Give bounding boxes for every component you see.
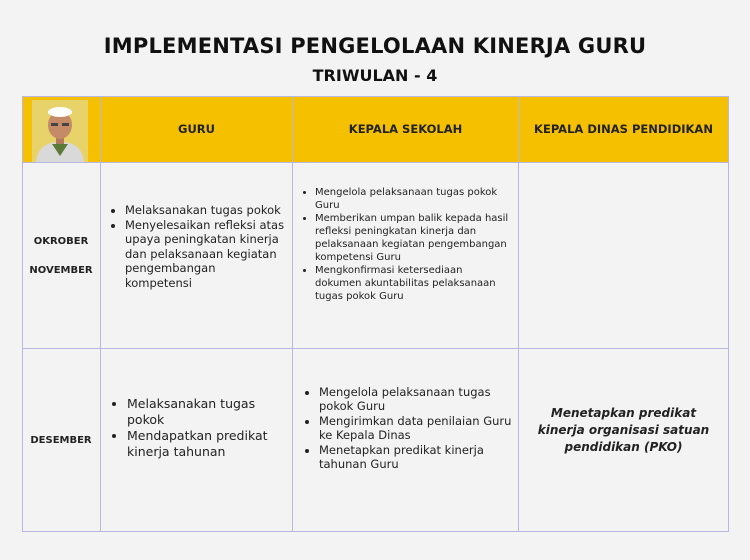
- row2-kadis-cell: Menetapkan predikat kinerja organisasi satuan pendidikan (PKO): [519, 349, 729, 532]
- row-label-des: [22, 349, 101, 532]
- list-item: • Menyelesaikan refleksi atas upaya peningkatan kinerja dan pelaksanaan kegiatan pengembangan kompetensi: [125, 218, 286, 291]
- row2-guru-cell: [101, 349, 293, 532]
- row1-kadis-cell: [519, 163, 729, 349]
- header-guru: GURU: [101, 96, 293, 163]
- row-label-okt-nov: [22, 163, 101, 349]
- row1-guru-cell: [101, 163, 293, 349]
- list-item: • Menetapkan predikat kinerja tahunan Guru: [319, 443, 514, 472]
- list-item: • Mengelola pelaksanaan tugas pokok Guru: [315, 186, 512, 212]
- header-kepala-sekolah: KEPALA SEKOLAH: [293, 96, 519, 163]
- month-label: NOVEMBER: [29, 264, 93, 276]
- task-list: [299, 186, 512, 303]
- list-item: • Mengirimkan data penilaian Guru ke Kepala Dinas: [319, 414, 514, 443]
- schedule-table: [22, 96, 729, 532]
- page-title: IMPLEMENTASI PENGELOLAAN KINERJA GURU: [103, 34, 647, 58]
- header-photo-cell: [22, 96, 101, 163]
- list-item: • Mengkonfirmasi ketersediaan dokumen akuntabilitas pelaksanaan tugas pokok Guru: [315, 264, 512, 303]
- teacher-photo: [32, 100, 88, 162]
- row1-kepsek-cell: [293, 163, 519, 349]
- list-item: • Mendapatkan predikat kinerja tahunan: [127, 428, 288, 460]
- list-item: • Memberikan umpan balik kepada hasil refleksi peningkatan kinerja dan pelaksanaan kegiatan pengembangan kompetensi Guru: [315, 212, 512, 264]
- month-label: OKROBER: [33, 235, 89, 247]
- list-item: • Melaksanakan tugas pokok: [125, 203, 286, 218]
- header-kepala-dinas: KEPALA DINAS PENDIDIKAN: [519, 96, 729, 163]
- month-label: DESEMBER: [30, 434, 92, 446]
- list-item: • Melaksanakan tugas pokok: [127, 396, 288, 428]
- page-subtitle: TRIWULAN - 4: [312, 66, 438, 85]
- list-item: • Mengelola pelaksanaan tugas pokok Guru: [319, 385, 514, 414]
- task-list: [109, 203, 286, 290]
- task-list: [111, 396, 288, 460]
- task-list: [303, 385, 514, 472]
- row2-kepsek-cell: [293, 349, 519, 532]
